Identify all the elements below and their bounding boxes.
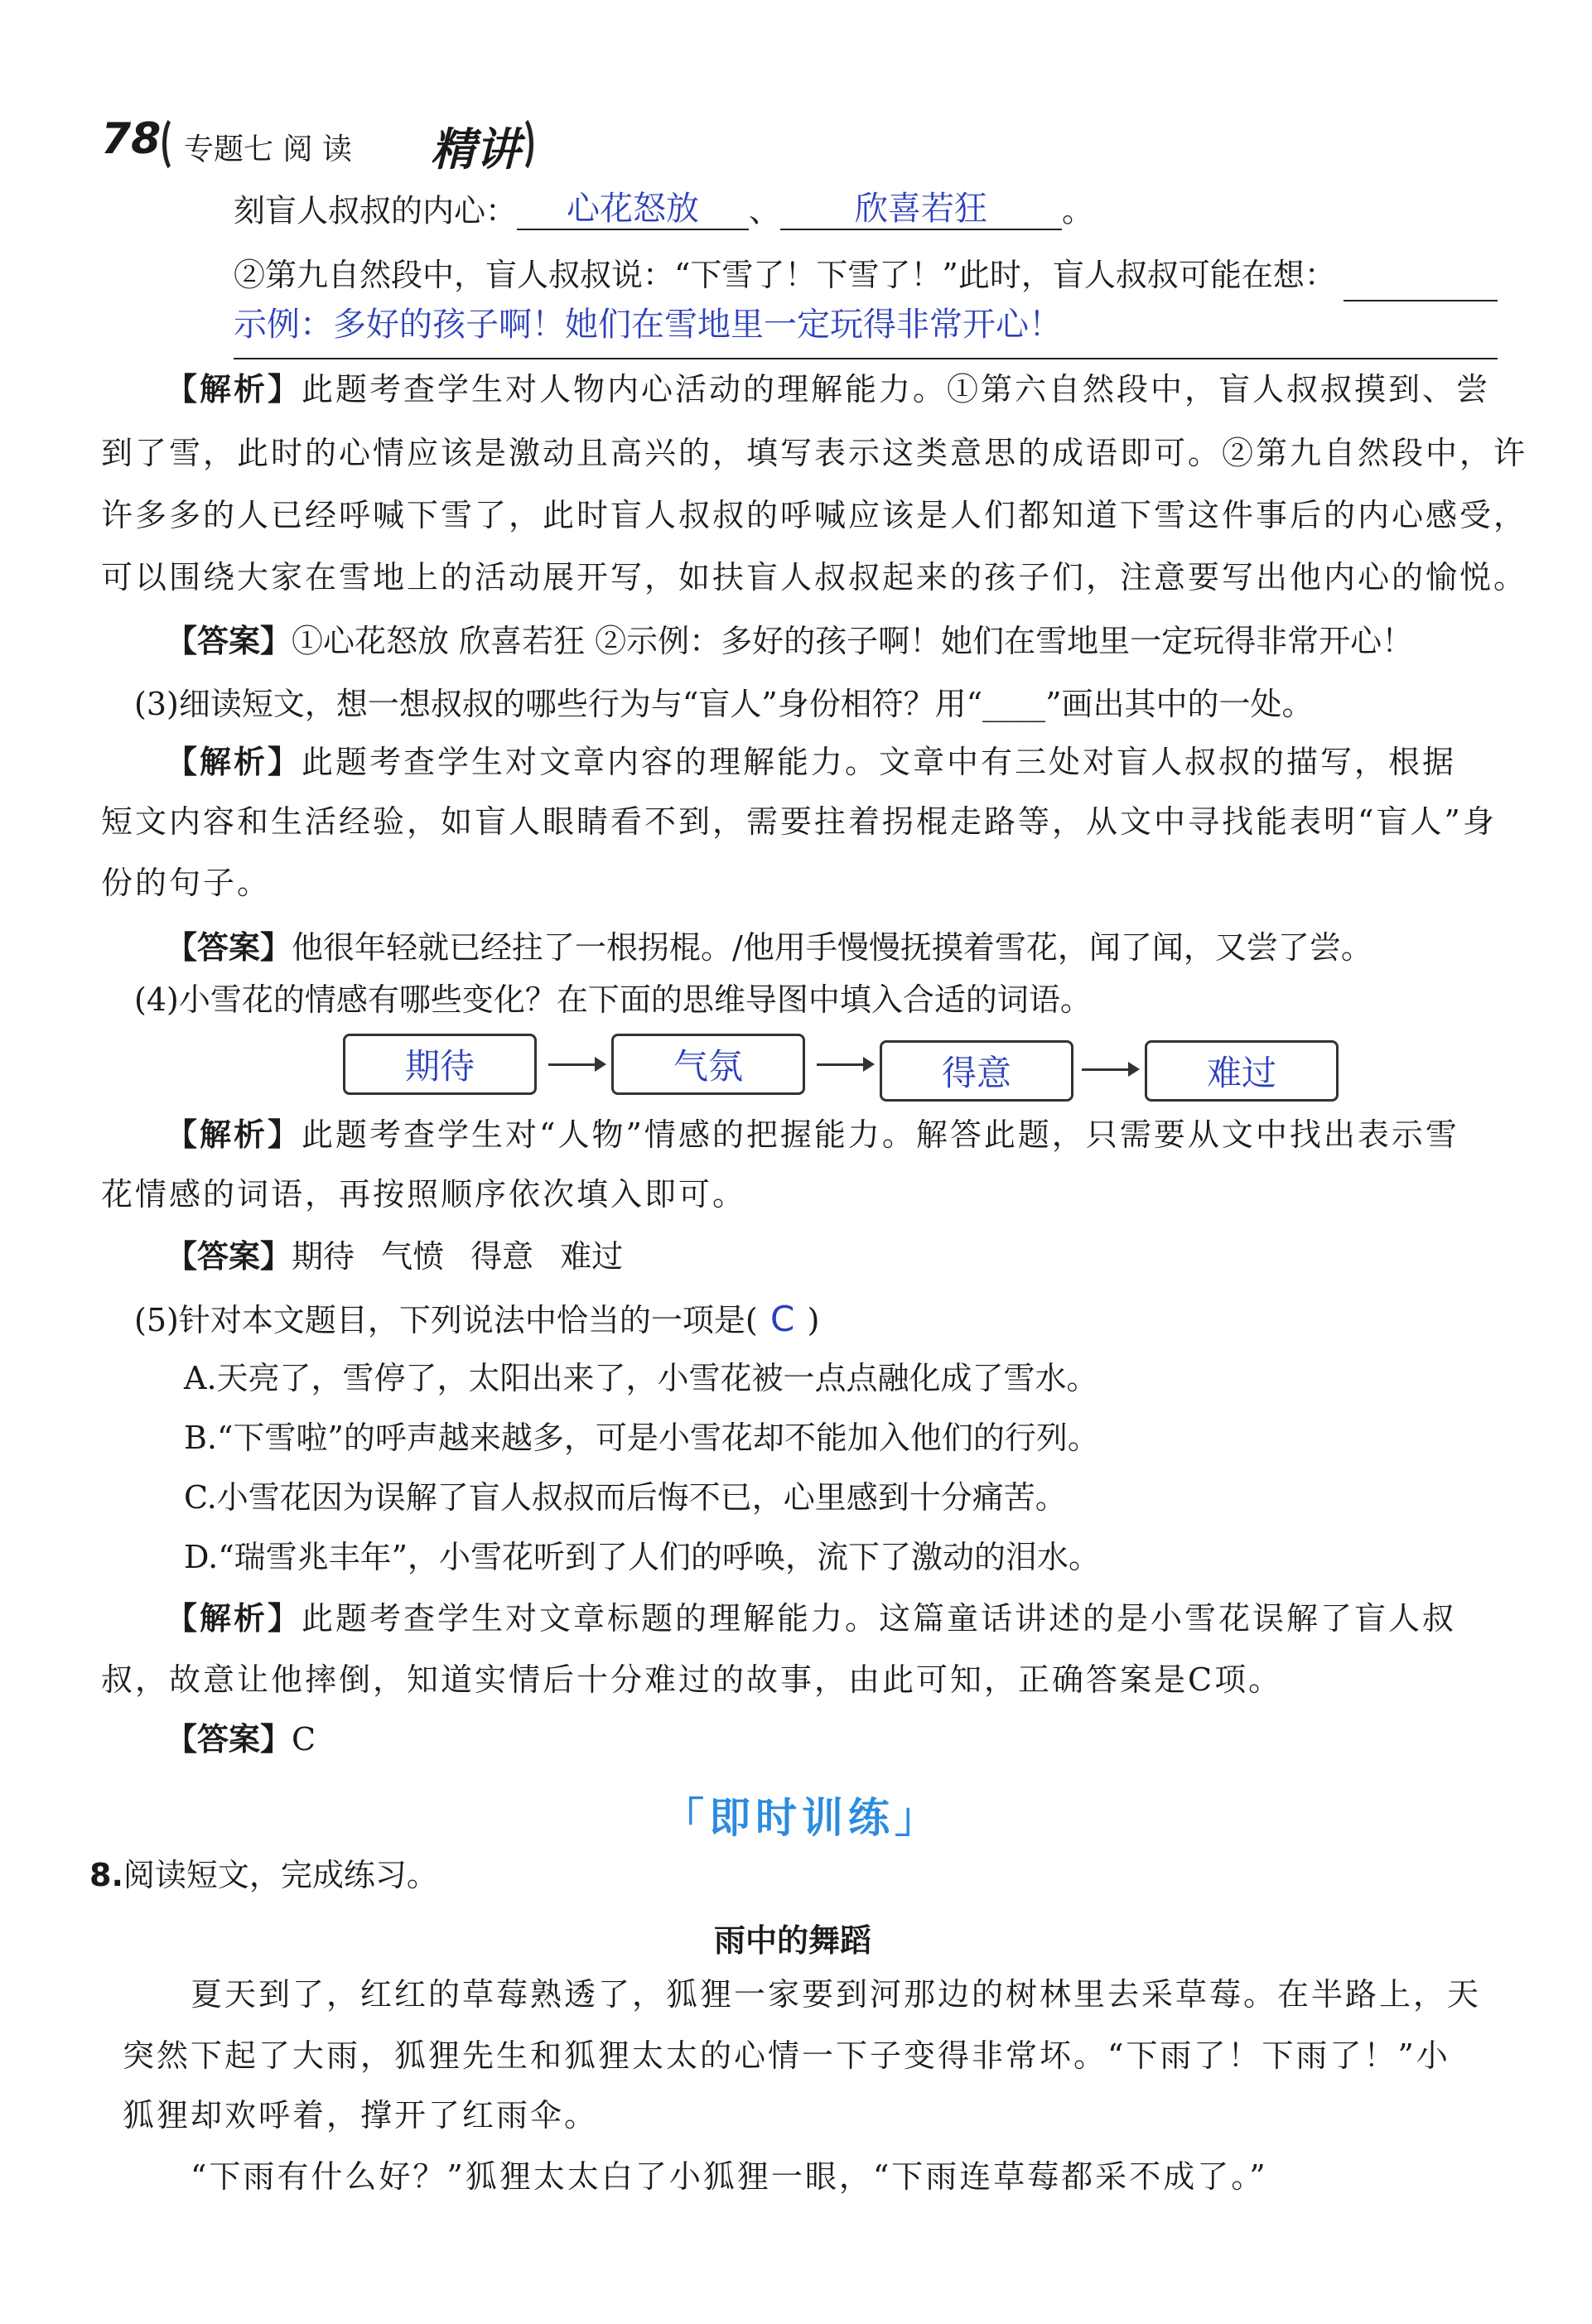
q3-analysis-l2: 短文内容和生活经验，如盲人眼睛看不到，需要拄着拐棍走路等，从文中寻找能表明“盲人”身 (101, 803, 1497, 840)
q3-analysis-l3: 份的句子。 (101, 865, 272, 901)
analysis-tag: 【解析】 (166, 371, 302, 407)
story-p1-l3: 狐狸却欢呼着，撑开了红雨伞。 (123, 2097, 599, 2134)
analysis-tag: 【解析】 (166, 1600, 302, 1637)
q2-line1 (234, 189, 1093, 230)
q2-sub2-answer: 示例：多好的孩子啊！她们在雪地里一定玩得非常开心！ (234, 306, 1062, 344)
q2-analysis-l2: 到了雪，此时的心情应该是激动且高兴的，填写表示这类意思的成语即可。②第九自然段中，许 (101, 435, 1528, 471)
mindmap-box-4: 难过 (1145, 1040, 1339, 1102)
answer-tag: 【答案】 (166, 1238, 292, 1275)
analysis-text: 此题考查学生对文章内容的理解能力。文章中有三处对盲人叔叔的描写，根据 (302, 744, 1457, 780)
mindmap-box-2: 气氛 (611, 1034, 805, 1095)
analysis-text: 此题考查学生对文章标题的理解能力。这篇童话讲述的是小雪花误解了盲人叔 (302, 1600, 1457, 1637)
q2-end: 。 (1062, 192, 1094, 229)
q2-answer2: 欣喜若狂 (780, 189, 1062, 230)
mindmap-box-1: 期待 (343, 1034, 537, 1095)
header-right-bracket (507, 114, 533, 174)
mindmap-arrow-icon (548, 1063, 603, 1066)
q4-question: (4)小雪花的情感有哪些变化？在下面的思维导图中填入合适的词语。 (134, 981, 1092, 1018)
q8-number: 8. (89, 1857, 123, 1893)
answer-text: 期待 气愤 得意 难过 (292, 1238, 624, 1275)
analysis-tag: 【解析】 (166, 744, 302, 780)
q2-answer1: 心花怒放 (517, 189, 749, 230)
q5-question-suffix: ) (807, 1302, 820, 1338)
answer-tag: 【答案】 (166, 623, 292, 659)
q2-analysis-l3: 许多多的人已经呼喊下雪了，此时盲人叔叔的呼喊应该是人们都知道下雪这件事后的内心感受， (101, 497, 1528, 533)
q5-analysis-l2: 叔，故意让他摔倒，知道实情后十分难过的故事，由此可知，正确答案是C项。 (101, 1661, 1283, 1698)
q2-line1-prefix: 刻盲人叔叔的内心： (234, 192, 518, 229)
q2-analysis-l1 (166, 371, 1490, 409)
q5-choice: C (769, 1299, 795, 1339)
q2-sub2-question: ②第九自然段中，盲人叔叔说：“下雪了！下雪了！”此时，盲人叔叔可能在想： (234, 257, 1336, 293)
answer-text: 他很年轻就已经拄了一根拐棍。/他用手慢慢抚摸着雪花，闻了闻，又尝了尝。 (292, 929, 1372, 966)
q4-analysis-l2: 花情感的词语，再按照顺序依次填入即可。 (101, 1176, 747, 1213)
answer-text: C (292, 1721, 316, 1757)
section-title: 「即时训练」 (663, 1794, 941, 1842)
q5-question (134, 1299, 819, 1340)
mindmap-arrow-icon (817, 1063, 871, 1066)
q2-separator: 、 (749, 192, 781, 229)
header-brand: 精讲 (431, 123, 520, 176)
q5-option-d: D.“瑞雪兆丰年”，小雪花听到了人们的呼唤，流下了激动的泪水。 (184, 1539, 1101, 1575)
story-p1-l2: 突然下起了大雨，狐狸先生和狐狸太太的心情一下子变得非常坏。“下雨了！下雨了！”小 (123, 2037, 1450, 2074)
answer-tag: 【答案】 (166, 1721, 292, 1757)
header-chapter: 专题七 阅 读 (184, 133, 352, 166)
answer-tag: 【答案】 (166, 929, 292, 966)
q8-prompt (89, 1857, 438, 1895)
q5-option-b: B.“下雪啦”的呼声越来越多，可是小雪花却不能加入他们的行列。 (184, 1420, 1099, 1456)
q2-analysis-l4: 可以围绕大家在雪地上的活动展开写，如扶盲人叔叔起来的孩子们，注意要写出他内心的愉悦。 (101, 559, 1528, 595)
analysis-tag: 【解析】 (166, 1116, 302, 1153)
q2-answer-line (1344, 300, 1498, 301)
q4-analysis-l1 (166, 1116, 1459, 1155)
q2-answer-line-2 (234, 358, 1498, 359)
analysis-text: 此题考查学生对“人物”情感的把握能力。解答此题，只需要从文中找出表示雪 (302, 1116, 1459, 1153)
q3-answer (166, 929, 1372, 967)
q3-analysis-l1 (166, 744, 1456, 782)
q5-question-prefix: (5)针对本文题目，下列说法中恰当的一项是( (134, 1302, 758, 1338)
q5-option-c: C.小雪花因为误解了盲人叔叔而后悔不已，心里感到十分痛苦。 (184, 1479, 1067, 1516)
story-p2-l1: “下雨有什么好？”狐狸太太白了小狐狸一眼，“下雨连草莓都采不成了。” (191, 2158, 1268, 2195)
q5-option-a: A.天亮了，雪停了，太阳出来了，小雪花被一点点融化成了雪水。 (184, 1360, 1098, 1396)
q3-question: (3)细读短文，想一想叔叔的哪些行为与“盲人”身份相符？用“____”画出其中的一处。 (134, 686, 1314, 722)
q8-text: 阅读短文，完成练习。 (123, 1857, 438, 1893)
story-title: 雨中的舞蹈 (714, 1922, 872, 1959)
story-p1-l1: 夏天到了，红红的草莓熟透了，狐狸一家要到河那边的树林里去采草莓。在半路上，天 (191, 1976, 1482, 2013)
q5-answer (166, 1721, 316, 1759)
page-number: 78 (101, 114, 162, 164)
answer-text: ①心花怒放 欣喜若狂 ②示例：多好的孩子啊！她们在雪地里一定玩得非常开心！ (292, 623, 1414, 659)
mindmap-arrow-icon (1082, 1068, 1136, 1071)
analysis-text: 此题考查学生对人物内心活动的理解能力。①第六自然段中，盲人叔叔摸到、尝 (302, 371, 1491, 407)
q4-answer (166, 1238, 623, 1276)
q5-analysis-l1 (166, 1600, 1456, 1638)
q2-answer (166, 623, 1413, 661)
mindmap-box-3: 得意 (880, 1040, 1073, 1102)
